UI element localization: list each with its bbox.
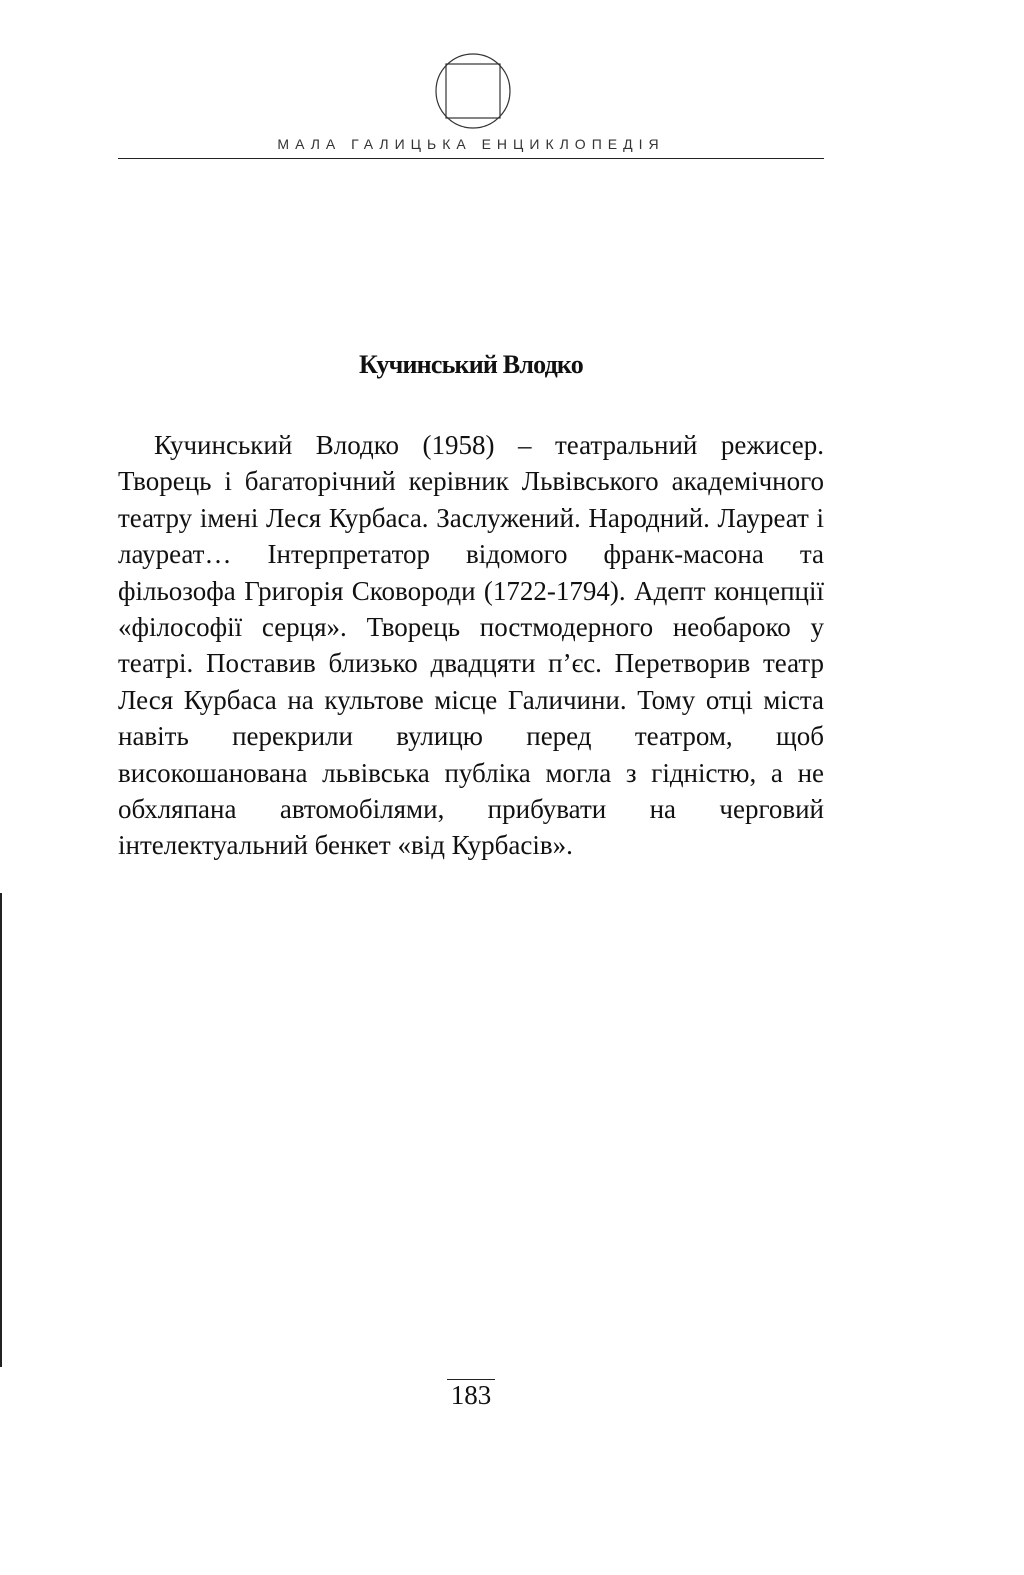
- header-divider: [118, 158, 824, 159]
- entry-body-paragraph: Кучинський Влодко (1958) – театральний режисер. Творець і багаторічний керівник Львівського академічного театру імені Леся Курбаса. Заслужений. Народний. Лауреат і лауреат… Інтерпретатор відомого франк-масона та фільозофа Григорія Сковороди (1722-1794). Адепт концепції «філософії серця». Творець постмодерного необароко у театрі. Поставив близько двадцяти п’єс. Перетворив театр Леся Курбаса на культове місце Галичини. Тому отці міста навіть перекрили вулицю перед театром, щоб високошанована львівська публіка могла з гідністю, а не обхляпана автомобілями, прибувати на черговий інтелектуальний бенкет «від Курбасів».: [118, 430, 824, 861]
- page-number: 183: [450, 1380, 492, 1410]
- circle-square-emblem-icon: [434, 52, 512, 130]
- running-head: МАЛА ГАЛИЦЬКА ЕНЦИКЛОПЕДІЯ: [277, 136, 665, 152]
- page-edge-mark: [0, 893, 2, 1367]
- entry-title: Кучинський Влодко: [359, 350, 583, 379]
